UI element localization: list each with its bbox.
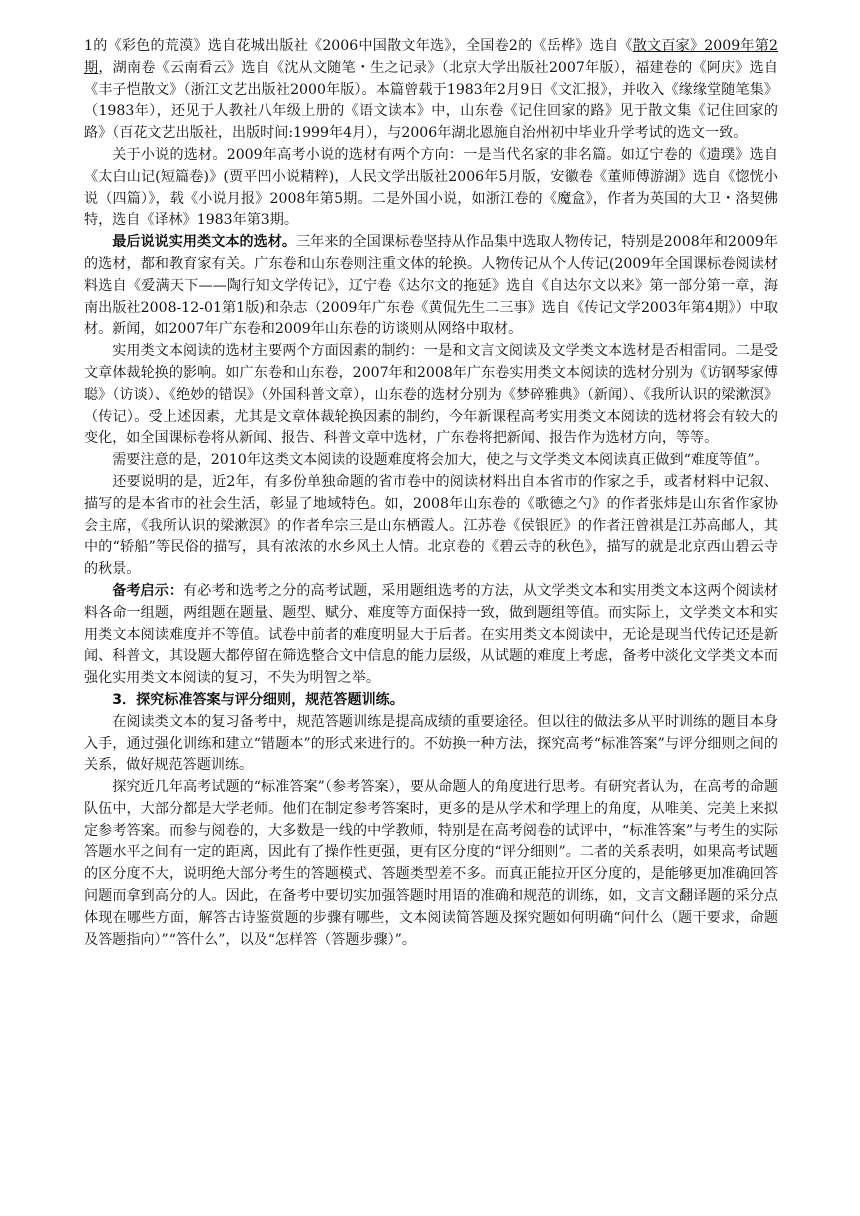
paragraph-regional-authors: 还要说明的是，近2年，有多份单独命题的省市卷中的阅读材料出自本省市的作家之手，或者材料中记叙、描写的是本省市的社会生活，彰显了地域特色。如，2008年山东卷的《歌德之勺》的作者张炜是山东省作家协会主席，《我所认识的梁漱溟》的作者牟宗三是山东栖霞人。江苏卷《侯银匠》的作者汪曾祺是江苏高邮人，其中的“轿船”等民俗的描写，具有浓浓的水乡风土人情。北京卷的《碧云寺的秋色》，描写的就是北京西山碧云寺的秋景。 — [84, 473, 778, 578]
paragraph-prose-sources — [84, 36, 778, 145]
paragraph-exam-tips — [84, 581, 778, 690]
paragraph-selection-factors: 实用类文本阅读的选材主要两个方面因素的制约：一是和文言文阅读及文学类文本选材是否相雷同。二是受文章体裁轮换的影响。如广东卷和山东卷，2007年和2008年广东卷实用类文本阅读的选材分别为《访钢琴家傅聪》（访谈）、《绝妙的错误》（外国科普文章），山东卷的选材分别为《梦碎雅典》（新闻）、《我所认识的梁漱溟》（传记）。受上述因素，尤其是文章体裁轮换因素的制约，今年新课程高考实用类文本阅读的选材将会有较大的变化，如全国课标卷将从新闻、报告、科普文章中选材，广东卷将把新闻、报告作为选材方向，等等。 — [84, 343, 778, 447]
section-heading: 3．探究标准答案与评分细则，规范答题训练。 — [112, 691, 404, 708]
paragraph-answer-training: 在阅读类文本的复习备考中，规范答题训练是提高成绩的重要途径。但以往的做法多从平时训练的题目本身入手，通过强化训练和建立“错题本”的形式来进行的。不妨换一种方法，探究高考“标准答案”与评分细则之间的关系，做好规范答题训练。 — [84, 713, 778, 774]
paragraph-novel-sources: 关于小说的选材。2009年高考小说的选材有两个方向：一是当代名家的非名篇。如辽宁卷的《遗璞》选自《太白山记(短篇卷)》(贾平凹小说精粹)，人民文学出版社2006年5月版，安徽卷《董师傅游湖》选自《惚恍小说（四篇）》，载《小说月报》2008年第5期。二是外国小说，如浙江卷的《魔盒》，作者为英国的大卫・洛契佛特，选自《译林》1983年第3期。 — [84, 146, 778, 229]
paragraph-practical-text — [84, 232, 778, 341]
paragraph-text: 有必考和选考之分的高考试题，采用题组选考的方法，从文学类文本和实用类文本这两个阅读材料各命一组题，两组题在题量、题型、赋分、难度等方面保持一致，做到题组等值。而实际上，文学类文本和实用类文本阅读难度并不等值。试卷中前者的难度明显大于后者。在实用类文本阅读中，无论是现当代传记还是新闻、科普文，其设题大都停留在筛选整合文中信息的能力层级，从试题的难度上考虑，备考中淡化文学类文本而强化实用类文本阅读的复习，不失为明智之举。 — [84, 582, 779, 687]
paragraph-lead-bold: 备考启示： — [112, 582, 184, 599]
paragraph-text: ，湖南卷《云南看云》选自《沈从文随笔・生之记录》（北京大学出版社2007年版），福建卷的《阿庆》选自《丰子恺散文》（浙江文艺出版社2000年版）。本篇曾载于1983年2月9日《文汇报》，并收入《缘缘堂随笔集》（1983年），还见于人教社八年级上册的《语文读本》中，山东卷《记住回家的路》见于散文集《记住回家的路》（百花文艺出版社，出版时间:1999年4月），与2006年湖北恩施自治州初中毕业升学考试的选文一致。 — [84, 59, 779, 142]
paragraph-difficulty-note: 需要注意的是，2010年这类文本阅读的设题难度将会加大，使之与文学类文本阅读真正做到“难度等值”。 — [112, 452, 769, 469]
paragraph-text: 1的《彩色的荒漠》选自花城出版社《2006中国散文年选》，全国卷2的《岳桦》选自《 — [84, 38, 633, 54]
paragraph-text: 三年来的全国课标卷坚持从作品集中选取人物传记，特别是2008年和2009年的选材，都和教育家有关。广东卷和山东卷则注重文体的轮换。人物传记从个人传记(2009年全国课标卷阅读材料选自《爱满天下——陶行知文学传记》，辽宁卷《达尔文的拖延》选自《自达尔文以来》第一部分第一章，海南出版社2008-12-01第1版)和杂志（2009年广东卷《黄侃先生二三事》选自《传记文学2003年第4期》）中取材。新闻，如2007年广东卷和2009年山东卷的访谈则从网络中取材。 — [84, 234, 779, 338]
paragraph-standard-answers: 探究近几年高考试题的“标准答案”（参考答案），要从命题人的角度进行思考。有研究者认为，在高考的命题队伍中，大部分都是大学老师。他们在制定参考答案时，更多的是从学术和学理上的角度，从唯美、完美上来拟定参考答案。而参与阅卷的，大多数是一线的中学教师，特别是在高考阅卷的试评中，“标准答案”与考生的实际答题水平之间有一定的距离，因此有了操作性更强，更有区分度的“评分细则”。二者的关系表明，如果高考试题的区分度不大，说明绝大部分考生的答题模式、答题类型差不多。而真正能拉开区分度的，是能够更加准确回答问题而拿到高分的人。因此，在备考中要切实加强答题时用语的准确和规范的训练，如，文言文翻译题的采分点体现在哪些方面，解答古诗鉴赏题的步骤有哪些，文本阅读简答题及探究题如何明确“问什么（题干要求，命题及答题指向）”“答什么”，以及“怎样答（答题步骤）”。 — [84, 779, 778, 948]
underlined-link[interactable]: 散文百家》2009年第2期 — [84, 38, 778, 76]
document-body — [84, 36, 778, 951]
paragraph-lead-bold: 最后说说实用类文本的选材。 — [112, 234, 297, 251]
